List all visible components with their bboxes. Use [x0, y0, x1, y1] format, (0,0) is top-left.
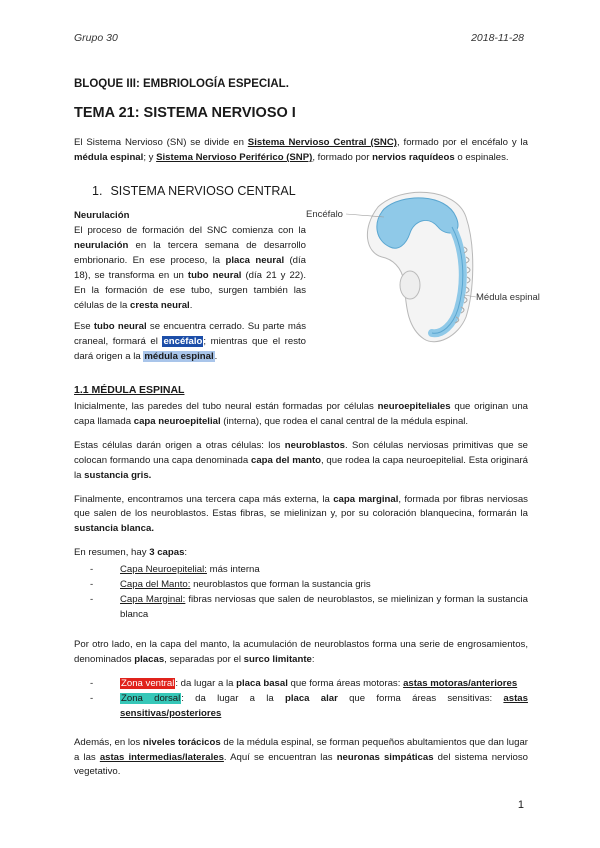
header-date: 2018-11-28 [471, 32, 524, 44]
list-item: - Zona ventral: da lugar a la placa basal que forma áreas motoras: astas motoras/anteriores [90, 678, 518, 690]
highlight-zona-ventral: Zona ventral [121, 678, 175, 690]
neurulation-paragraph-2: Ese tubo neural se encuentra cerrado. Su parte más craneal, formará el encéfalo; mientras que el resto dará origen a la médula espinal. [74, 321, 307, 363]
zones-list [74, 677, 528, 722]
figure-label-medula: Médula espinal [476, 292, 540, 304]
section-heading-medula: 1.1 MÉDULA ESPINAL [74, 383, 185, 396]
highlight-medula: médula espinal [144, 351, 214, 363]
page-number: 1 [517, 799, 524, 811]
medula-paragraph-5: Por otro lado, en la capa del manto, la acumulación de neuroblastos forma una serie de engrosamientos, denominados placas, separadas por el surco limitante: [74, 639, 528, 666]
list-item: - Capa Marginal: fibras nerviosas que salen de neuroblastos, se mielinizan y forman la sustancia blanca [90, 593, 528, 620]
medula-paragraph-2: Estas células darán origen a otras células: los neuroblastos. Son células nerviosas primitivas que se colocan formando una capa denominada capa del manto, que rodea la capa neuroepitelial. Esta originará la sustancia gris. [74, 439, 529, 481]
layers-list [74, 563, 528, 622]
header-group: Grupo 30 [74, 32, 118, 44]
medula-paragraph-3: Finalmente, encontramos una tercera capa más externa, la capa marginal, formada por fibras nerviosas que salen de los neuroblastos. Estas fibras, se mielinizan y, por su coloración blanquecina, formarán la sustancia blanca. [74, 493, 528, 535]
neurulation-block [74, 209, 540, 372]
medula-paragraph-4: En resumen, hay 3 capas: [74, 547, 188, 559]
figure-label-encefalo: Encéfalo [306, 209, 343, 221]
section-heading-snc: 1. SISTEMA NERVIOSO CENTRAL [92, 184, 296, 198]
list-item: - Capa Neuroepitelial: más interna [90, 563, 260, 575]
topic-title: TEMA 21: SISTEMA NERVIOSO I [74, 104, 296, 121]
embryo-illustration [306, 187, 540, 347]
highlight-encefalo: encéfalo [163, 336, 203, 348]
document-body [74, 76, 540, 789]
highlight-zona-dorsal: Zona dorsal [121, 692, 181, 704]
medula-paragraph-6: Además, en los niveles torácicos de la médula espinal, se forman pequeños abultamientos que dan lugar a las astas intermedias/laterales. Aquí se encuentran las neuronas simpáticas del sistema nervioso vegetativo. [74, 736, 529, 778]
list-item: - Zona dorsal: da lugar a la placa alar que forma áreas sensitivas: astas sensitivas/posteriores [90, 692, 528, 719]
list-item: - Capa del Manto: neuroblastos que forman la sustancia gris [90, 578, 371, 590]
heart-bulge [400, 271, 420, 299]
neurulation-paragraph-1: El proceso de formación del SNC comienza con la neurulación en la tercera semana de desarrollo embrionario. En ese proceso, la placa neural (día 18), se transforma en un tubo neural (día 21 y 22). En la formación de ese tubo, surgen también las células de la cresta neural. [74, 225, 306, 311]
medula-paragraph-1: Inicialmente, las paredes del tubo neural están formadas por células neuroepiteliales que originan una capa llamada capa neuroepitelial (interna), que rodea el canal central de la médula espinal. [74, 401, 528, 428]
block-title: BLOQUE III: EMBRIOLOGÍA ESPECIAL. [74, 78, 289, 90]
neurulation-heading: Neurulación [74, 210, 130, 222]
intro-paragraph: El Sistema Nervioso (SN) se divide en Sistema Nervioso Central (SNC), formado por el encéfalo y la médula espinal; y Sistema Nervioso Periférico (SNP), formado por nervios raquídeos o espinales. [74, 137, 528, 164]
